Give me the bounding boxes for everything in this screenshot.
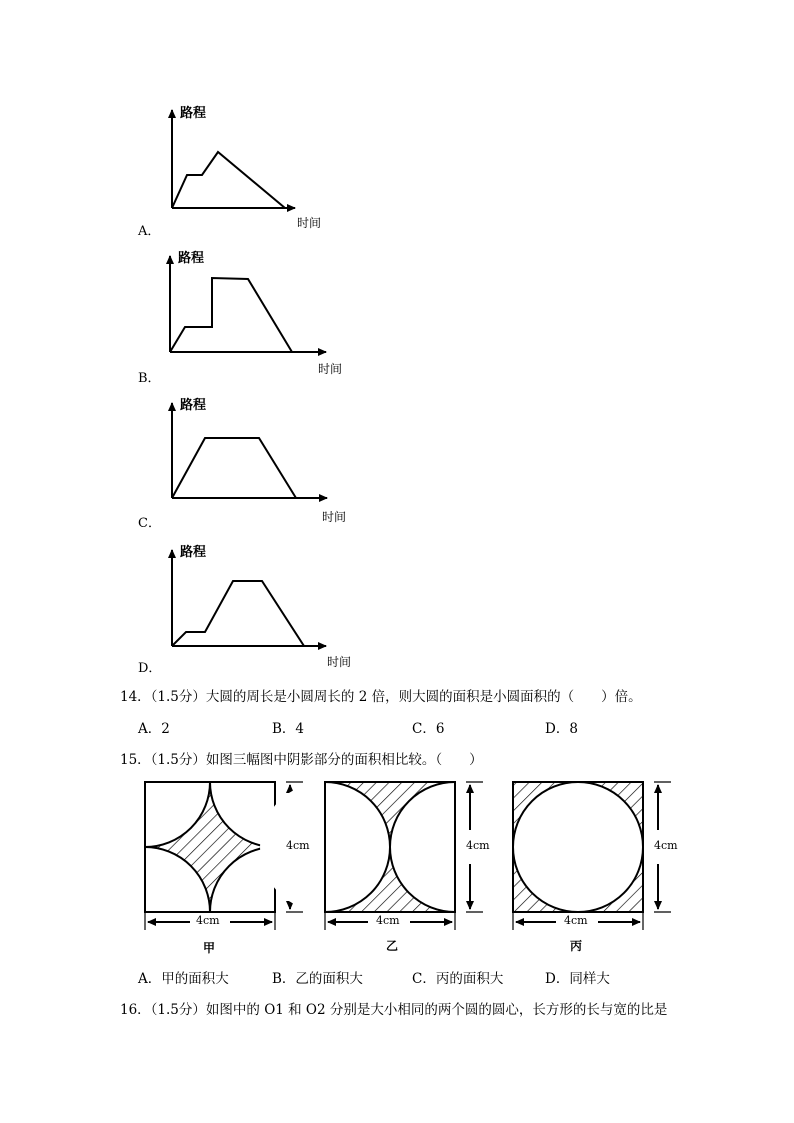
graph-b-letter: B． [138, 371, 161, 386]
graph-d [172, 550, 326, 646]
q15-choice-b[interactable]: B．乙的面积大 [272, 971, 363, 987]
figure-yi-width-label: 4cm [376, 914, 400, 927]
figure-jia-height-label: 4cm [286, 839, 310, 852]
figure-bing [513, 782, 671, 930]
graph-a-xlabel: 时间 [297, 216, 322, 230]
graph-c [172, 403, 327, 498]
q15-text: 15．（1.5分）如图三幅图中阴影部分的面积相比较。（ ） [120, 752, 483, 768]
q14-choice-c[interactable]: C．6 [412, 721, 445, 737]
graph-c-letter: C． [138, 516, 161, 531]
figure-bing-height-label: 4cm [654, 839, 678, 852]
graph-b-xlabel: 时间 [318, 362, 343, 376]
q15-choice-d[interactable]: D．同样大 [545, 971, 610, 987]
q16-text: 16．（1.5分）如图中的 O1 和 O2 分别是大小相同的两个圆的圆心，长方形的长与宽的比是 [120, 1002, 668, 1018]
figure-yi-caption: 乙 [386, 939, 399, 953]
figure-jia-caption: 甲 [203, 941, 216, 955]
q14-choice-b[interactable]: B．4 [272, 721, 305, 737]
graph-a-letter: A． [138, 224, 161, 239]
figure-bing-width-label: 4cm [564, 914, 588, 927]
figure-jia-width-label: 4cm [196, 914, 220, 927]
graph-a-line [172, 152, 285, 208]
graph-a-ylabel: 路程 [180, 106, 207, 121]
graph-c-ylabel: 路程 [180, 398, 207, 413]
q14-choice-d[interactable]: D．8 [545, 721, 578, 737]
figure-bing-caption: 丙 [570, 939, 583, 953]
q14-text: 14．（1.5分）大圆的周长是小圆周长的 2 倍，则大圆的面积是小圆面积的（ ）倍。 [120, 689, 642, 705]
graph-d-xlabel: 时间 [327, 655, 352, 669]
graph-b-line [170, 278, 292, 352]
graph-c-xlabel: 时间 [322, 510, 347, 524]
q14-choice-a[interactable]: A．2 [138, 721, 170, 737]
graph-b-ylabel: 路程 [178, 251, 205, 266]
graph-b [170, 256, 326, 352]
graph-a [172, 110, 295, 208]
q15-choice-a[interactable]: A．甲的面积大 [138, 971, 229, 987]
graph-d-line [172, 581, 304, 646]
graph-d-letter: D． [138, 661, 162, 676]
figure-yi-height-label: 4cm [466, 839, 490, 852]
q15-choice-c[interactable]: C．丙的面积大 [412, 971, 504, 987]
graph-d-ylabel: 路程 [180, 545, 207, 560]
graph-c-line [172, 438, 296, 498]
